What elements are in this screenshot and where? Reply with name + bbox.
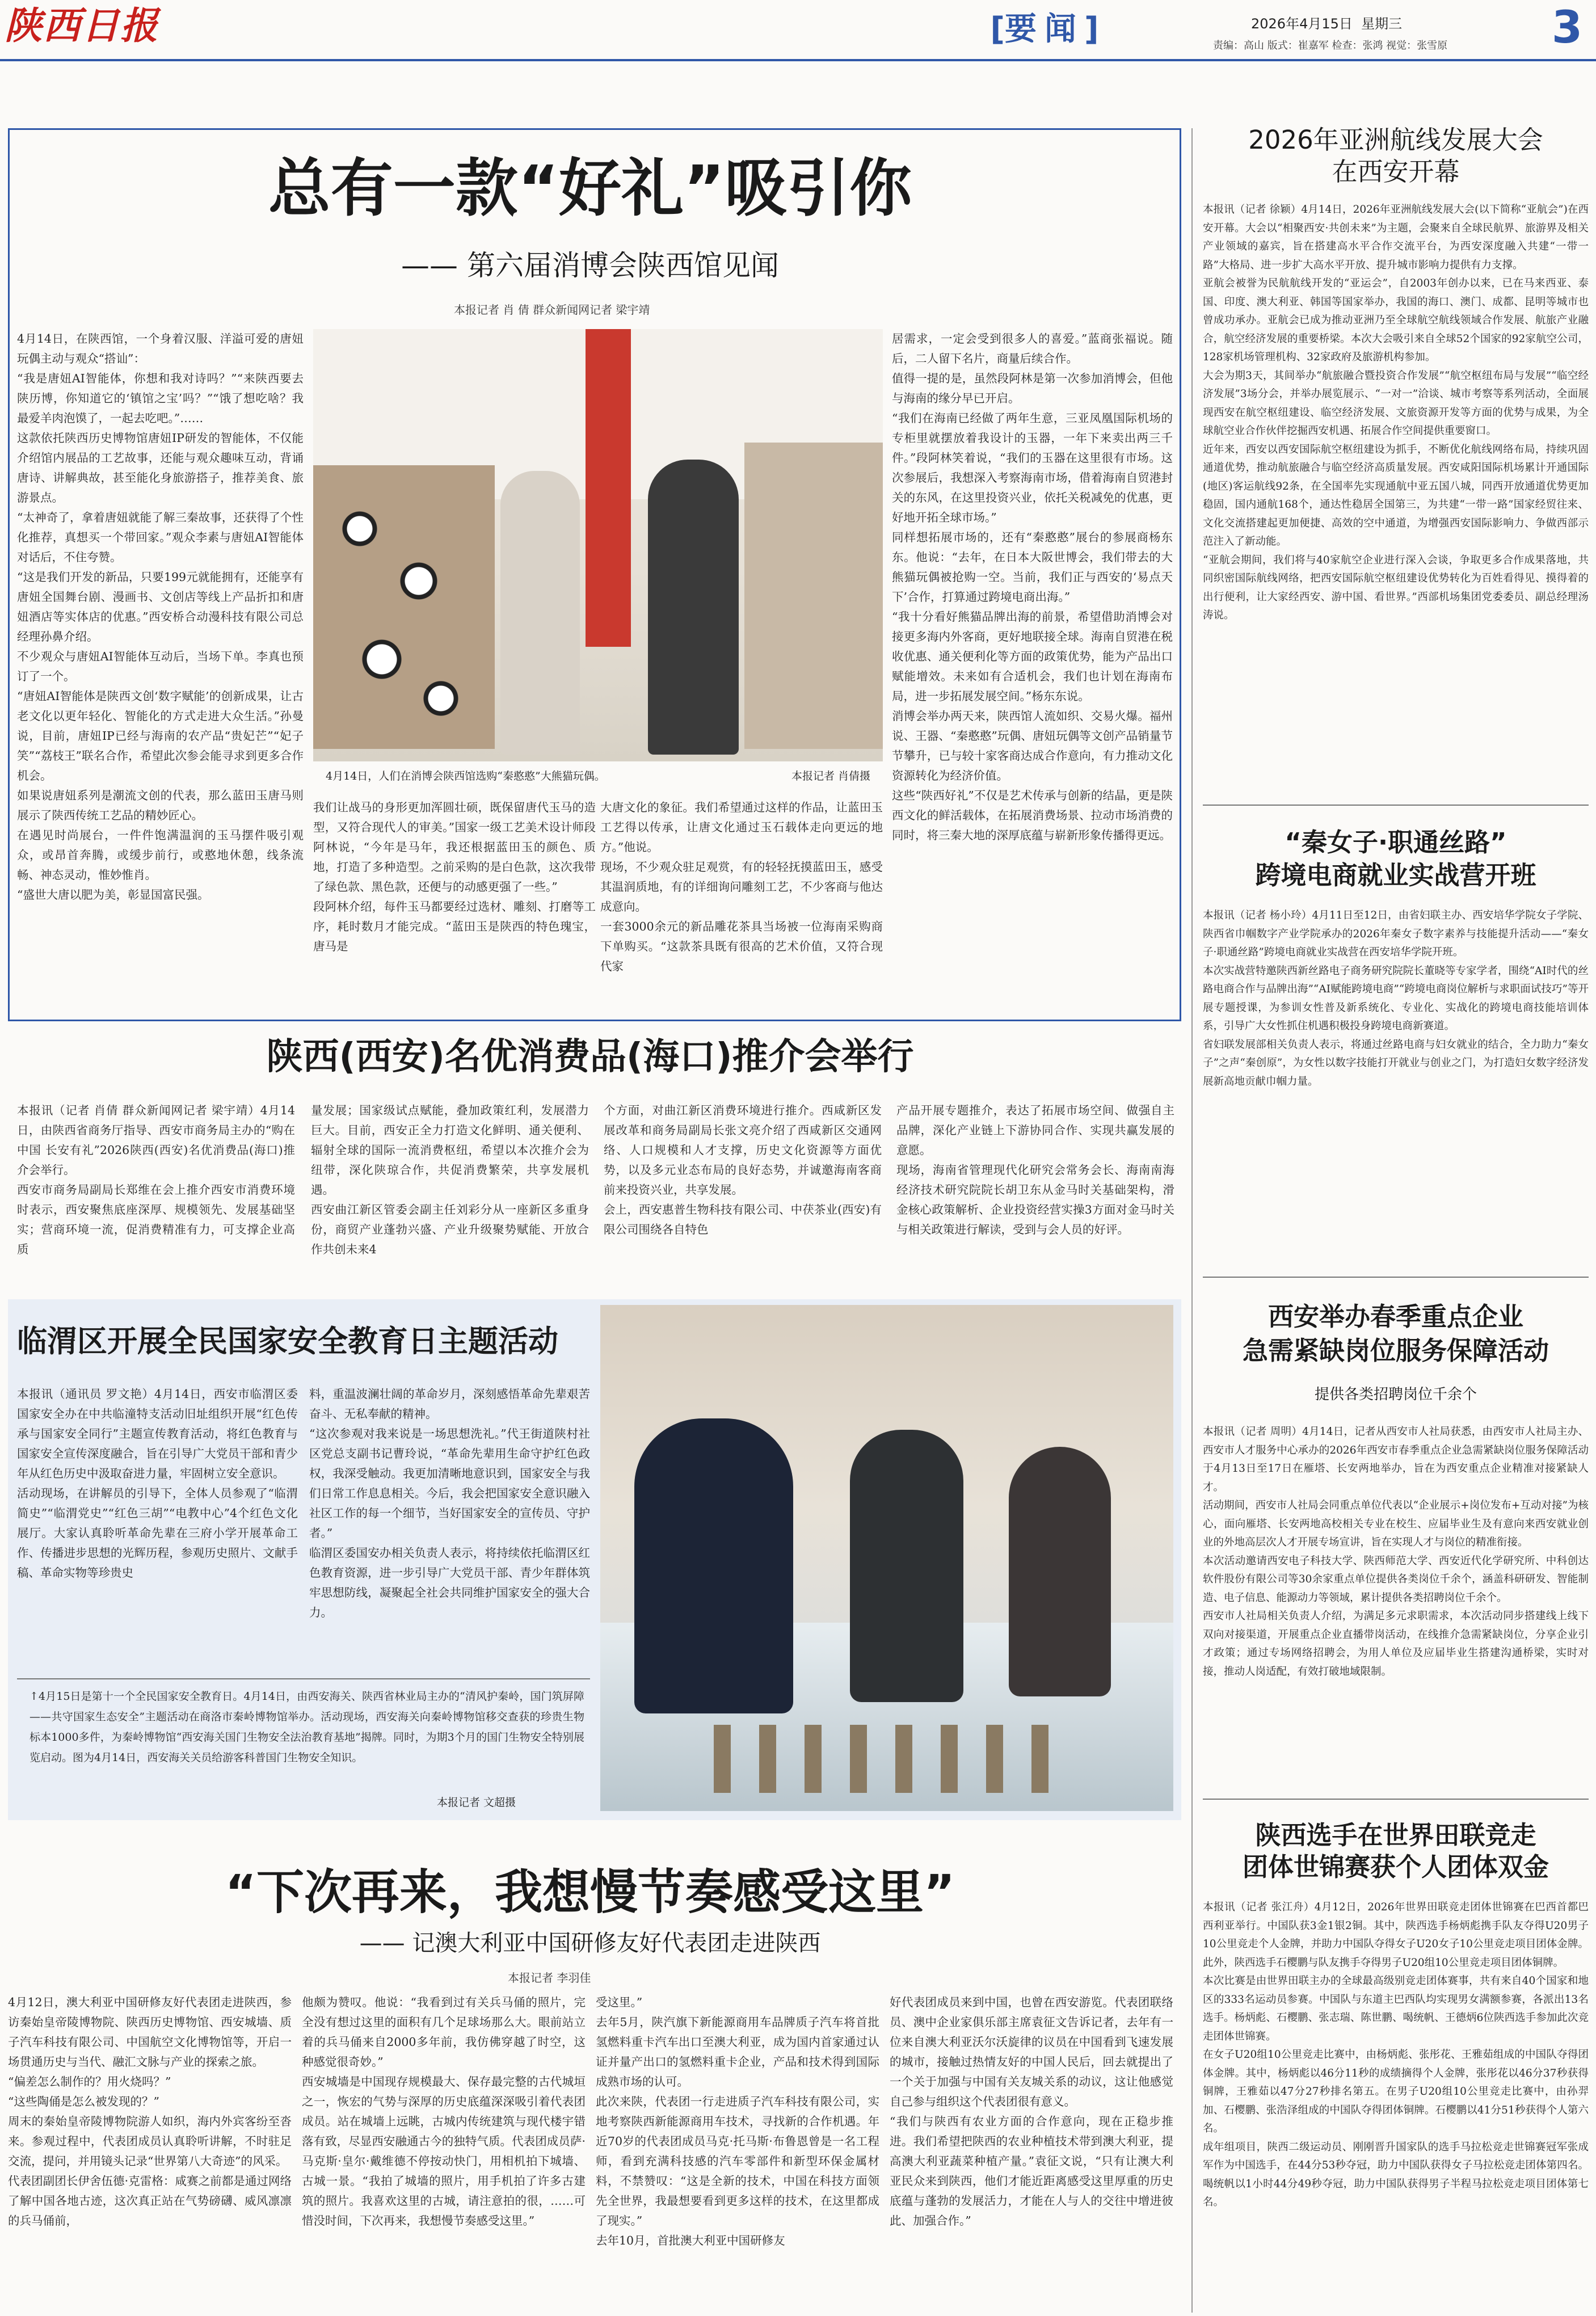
issue-date [1251,12,1402,32]
lead-col-bottom-2: 大唐文化的象征。我们希望通过这样的作品，让蓝田玉工艺得以传承，让唐文化通过玉石载体走向更远的地方。”他说。 现场，不少观众驻足观赏，有的轻轻抚摸蓝田玉，感受其温润质地，有的详细询问雕刻工艺，不少客商与他达成意向。 一套3000余元的新品雕花茶具当场被一位海南采购商下单购买。“这款茶具既有很高的艺术价值，又符合现代家 [600,801,883,973]
lead-col-right: 居需求，一定会受到很多人的喜爱。”蓝商张福说。随后，二人留下名片，商量后续合作。 值得一提的是，虽然段阿林是第一次参加消博会，但他与海南的缘分早已开启。 “我们在海南已经做了两年生意，三亚凤凰国际机场的专柜里就摆放着我设计的玉器，一年下来卖出两三千件。”段阿林笑着说，“我们的玉器在这里很有市场。这次参展后，我想深入考察海南市场，借着海南自贸港封关的东风，在这里投资兴业，依托关税减免的优惠，更好地开拓全球市场。” 同样想拓展市场的，还有“秦憨憨”展台的参展商杨东东。他说：“去年，在日本大阪世博会，我们带去的大熊猫玩偶被抢购一空。当前，我们正与西安的‘易点天下’合作，打算通过跨境电商出海。” “我十分看好熊猫品牌出海的前景，希望借助消博会对接更多海内外客商，更好地联接全球。海南自贸港在税收优惠、通关便利化等方面的政策优势，能为产品出口赋能增效。未来如有合适机会，我们也计划在海南布局，进一步拓展发展空间。”杨东东说。 消博会举办两天来，陕西馆人流如织、交易火爆。福州说、王器、“秦憨憨”玩偶、唐妞玩偶等文创产品销量节节攀升，已与较十家客商达成合作意向，有力推动文化资源转化为经济价值。 这些“陕西好礼”不仅是艺术传承与创新的结晶，更是陕西文化的鲜活载体，在拓展消费场景、拉动市场消费的同时，将三秦大地的深厚底蕴与崭新形象传播得更远。 [892,332,1173,842]
photo-caption-text: 4月14日，人们在消博会陕西馆选购“秦憨憨”大熊猫玩偶。 [326,770,605,782]
lead-col-left: 4月14日，在陕西馆，一个身着汉服、洋溢可爱的唐妞玩偶主动与观众“搭讪”： “我是唐妞AI智能体，你想和我对诗吗？”“来陕西要去陕历博，你知道它的‘镇馆之宝’吗？”“饿了想吃啥？我最爱羊肉泡馍了，一起去吃吧。”…… 这款依托陕西历史博物馆唐妞IP研发的智能体，不仅能介绍馆内展品的工艺故事，还能与观众趣味互动，背诵唐诗、讲解典故，甚至能化身旅游搭子，推荐美食、旅游景点。 “太神奇了，拿着唐妞就能了解三秦故事，还获得了个性化推荐，真想买一个带回家。”观众李素与唐妞AI智能体对话后，不住夸赞。 “这是我们开发的新品，只要199元就能拥有，还能享有唐妞全国舞台剧、漫画书、文创店等线上产品折扣和唐妞酒店等实体店的优惠。”西安桥合动漫科技有限公司总经理孙鼻介绍。 不少观众与唐妞AI智能体互动后，当场下单。李真也预订了一个。 “唐妞AI智能体是陕西文创‘数字赋能’的创新成果，让古老文化以更年轻化、智能化的方式走进大众生活。”孙曼说，目前，唐妞IP已经与海南的农产品“贵妃芒”“妃子笑”“荔枝王”联名合作，希望此次参会能寻求到更多合作机会。 如果说唐妞系列是潮流文创的代表，那么蓝田玉唐马则展示了陕西传统工艺品的精妙匠心。 在遇见时尚展台，一件件饱满温润的玉马摆件吸引观众，或昂首奔腾，或缓步前行，或憨地休憩，线条流畅、神态灵动，惟妙惟肖。 “盛世大唐以肥为美，彰显国富民强。 [17,332,304,902]
section-tag: [要闻] [990,11,1099,48]
lead-byline: 本报记者 肖 倩 群众新闻网记者 梁宇靖 [454,303,650,317]
linwei-col-1: 本报讯（通讯员 罗文艳）4月14日，西安市临渭区委国家安全办在中共临潼特支活动旧址组织开展“红色传承与国家安全同行”主题宣传教育活动，将红色教育与国家安全宣传深度融合，旨在引导广大党员干部和青少年从红色历史中汲取奋进力量，牢固树立安全意识。 活动现场，在讲解员的引导下，全体人员参观了“临渭简史”“临渭党史”“红色三胡”“电教中心”4个红色文化展厅。大家认真聆听革命先辈在三府小学开展革命工作、传播进步思想的光辉历程，参观历史照片、文献手稿、革命实物等珍贵史 [17,1387,298,1580]
right-a1-title-line1: 2026年亚洲航线发展大会 [1248,125,1543,155]
date-text: 2026年4月15日 [1251,16,1353,32]
aus-title: “下次再来，我想慢节奏感受这里” [225,1864,955,1920]
right-rule-1 [1203,805,1589,806]
linwei-title: 临渭区开展全民国家安全教育日主题活动 [17,1324,558,1359]
aus-byline: 本报记者 李羽佳 [508,1971,591,1985]
right-rule-3 [1203,1799,1589,1800]
linwei-col-2: 料，重温波澜壮阔的革命岁月，深刻感悟革命先辈艰苦奋斗、无私奉献的精神。 “这次参观对我来说是一场思想洗礼。”代王街道陕村社区党总支副书记曹玲说，“革命先辈用生命守护红色政权，我深受触动。我更加清晰地意识到，国家安全与我们日常工作息息相关。今后，我会把国家安全意识融入社区工作的每一个细节，当好国家安全的宣传员、守护者。” 临渭区委国安办相关负责人表示，将持续依托临渭区红色教育资源，进一步引导广大党员干部、青少年群体筑牢思想防线，凝聚起全社会共同维护国家安全的强大合力。 [309,1387,590,1619]
linwei-credit: 本报记者 文超摄 [437,1796,516,1809]
photo-person-left [500,471,580,755]
page-number: 3 [1551,2,1583,53]
photo-shelf-right [744,443,883,749]
promo-title: 陕西(西安)名优消费品(海口)推介会举行 [266,1036,914,1078]
weekday-text: 星期三 [1361,16,1403,32]
photo-officer [634,1418,793,1713]
right-a1-body: 本报讯（记者 徐颖）4月14日，2026年亚洲航线发展大会(以下简称“亚航会”)在西安开幕。大会以“相聚西安·共创未来”为主题，会聚来自全球民航界、旅游界及相关产业领域的嘉宾，旨在搭建高水平合作交流平台，为西安深度融入共建“一带一路”大格局、进一步扩大高水平开放、提升城市影响力提供有力支撑。 亚航会被誉为民航航线开发的“亚运会”，自2003年创办以来，已在马来西亚、泰国、印度、澳大利亚、韩国等国家举办，我国的海口、澳门、成都、昆明等城市也曾成功承办。亚航会已成为推动亚洲乃至全球航空航线领域合作发展、航旅产业融合，航空经济发展的重要桥梁。本次大会吸引来自全球52个国家的92家航空公司，128家机场管理机构、32家政府及旅游机构参加。 大会为期3天，其间举办“航旅融合暨投资合作发展”“航空枢纽布局与发展”“临空经济发展”3场分会，并举办展览展示、“一对一”洽谈、城市考察等系列活动，全面展现西安在航空枢纽建设、临空经济发展、文旅资源开发等方面的优势与成果，为全球航空业合作伙伴挖掘西安机遇、拓展合作空间提供重要窗口。 近年来，西安以西安国际航空枢纽建设为抓手，不断优化航线网络布局，持续巩固通道优势，推动航旅融合与临空经济高质量发展。西安咸阳国际机场累计开通国际(地区)客运航线92条，在全国率先实现通航中亚五国八城，同西开放通道优势更加稳固，国内通航168个，通达性稳居全国第三，为共建“一带一路”国家经贸往来、文化交流搭建起更加便捷、高效的空中通道，为增强西安国际影响力、争做西部示范注入了新动能。 “亚航会期间，我们将与40家航空企业进行深入会谈，争取更多合作成果落地，共同织密国际航线网络，把西安国际航空枢纽建设优势转化为百姓看得见、摸得着的出行便利，让大家经西安、游中国、看世界。”西部机场集团党委委员、副总经理汤涛说。 [1203,204,1589,621]
masthead-logo: 陕西日报 [5,3,159,48]
right-a1-title-line2: 在西安开幕 [1332,157,1460,187]
section-name: 要闻 [1005,11,1084,48]
promo-col-3: 个方面，对曲江新区消费环境进行推介。西咸新区发展改革和商务局副局长张文亮介绍了西咸新区交通网络、人口规模和人才支撑，历史文化资源等方面优势，以及多元业态布局的良好态势，并诚邀海南客商前来投资兴业，共享发展。 会上，西安惠普生物科技有限公司、中茯茶业(西安)有限公司围绕各自特色 [604,1104,882,1236]
photo-credit-text: 本报记者 肖倩摄 [791,770,870,782]
linwei-divider [17,1678,590,1679]
aus-col-4: 好代表团成员来到中国，也曾在西安游览。代表团联络员、澳中企业家俱乐部主席袁征文告诉记者，去年有一位来自澳大利亚沃尔沃旋律的议员在中国看到飞速发展的城市，接触过热情友好的中国人民后，回去就提出了一个关于加强与中国有关友城关系的动议，这让他感觉自己参与组织这个代表团很有意义。 “我们与陕西有农业方面的合作意向，现在正稳步推进。我们希望把陕西的农业种植技术带到澳大利亚，提高澳大利亚蔬菜种植产量。”袁征文说，“只有让澳大利亚民众来到陕西，他们才能近距离感受这里厚重的历史底蕴与蓬勃的发展活力，才能在人与人的交往中增进彼此、加强合作。” [890,1995,1173,2227]
right-a3-subtitle: 提供各类招聘岗位千余个 [1314,1386,1477,1403]
lead-photo-caption [326,768,870,783]
lead-subtitle: —— 第六届消博会陕西馆见闻 [401,249,779,282]
right-rule-2 [1203,1277,1589,1278]
lead-photo [313,329,883,761]
promo-col-2: 量发展；国家级试点赋能，叠加政策红利，发展潜力巨大。目前，西安正全力打造文化鲜明、通关便利、辐射全球的国际一流消费枢纽，希望以本次推介会为纽带，深化陕琼合作，共促消费繁荣，共享发展机遇。 西安曲江新区管委会副主任刘彩分从一座新区多重身份，商贸产业蓬勃兴盛、产业升级聚势赋能、开放合作共创未来4 [311,1104,589,1256]
right-a4-title-line1: 陕西选手在世界田联竞走 [1255,1820,1536,1850]
masthead-rule [0,59,1596,61]
right-a4-title-line2: 团体世锦赛获个人团体双金 [1242,1852,1549,1882]
photo-visitor-woman [1009,1447,1111,1696]
photo-specimens [714,1725,1054,1793]
right-a2-body: 本报讯（记者 杨小玲）4月11日至12日，由省妇联主办、西安培华学院女子学院、陕西省巾帼数字产业学院承办的2026年秦女子数字素养与技能提升活动——“秦女子·职通丝路”跨境电商就业实战营在西安培华学院开班。 本次实战营特邀陕西新丝路电子商务研究院院长董晓等专家学者，围绕“AI时代的丝路电商合作与品牌出海”“AI赋能跨境电商”“跨境电商岗位解析与求职面试技巧”等开展专题授课，为参训女性普及新系统化、专业化、实战化的跨境电商技能培训体系，引导广大女性抓住机遇积极投身跨境电商新赛道。 省妇联发展部相关负责人表示，将通过丝路电商与妇女就业的结合，全力助力“秦女子”之声“秦创原”，为女性以数字技能打开就业与创业之门，为打造妇女数字经济发展新高地贡献巾帼力量。 [1203,909,1589,1088]
aus-col-3: 受这里。” 去年5月，陕汽旗下新能源商用车品牌质子汽车将首批氢燃料重卡汽车出口至澳大利亚，成为国内首家通过认证并量产出口的氢燃料重卡企业，产品和技术得到国际成熟市场的认可。 此次来陕，代表团一行走进质子汽车科技有限公司，实地考察陕西新能源商用车技术，寻找新的合作机遇。年近70岁的代表团成员马克·托马斯·布鲁恩曾是一名工程师，看到充满科技感的汽车零部件和新型环保金属材料，不禁赞叹：“这是全新的技术，中国在科技方面领先全世界，我最想要看到更多这样的技术，在这里都成了现实。” 去年10月，首批澳大利亚中国研修友 [596,1995,879,2247]
linwei-caption: ↑4月15日是第十一个全民国家安全教育日。4月14日，由西安海关、陕西省林业局主办的“清风护秦岭，国门筑屏障——共守国家生态安全”主题活动在商洛市秦岭博物馆举办。活动现场，西安海关向秦岭博物馆移交查获的珍贵生物标本1000多件，为秦岭博物馆“西安海关国门生物安全法治教育基地”揭牌。同时，为期3个月的国门生物安全特别展览启动。图为4月14日，西安海关关员给游客科普国门生物安全知识。 [30,1690,584,1764]
aus-subtitle: —— 记澳大利亚中国研修友好代表团走进陕西 [359,1930,821,1956]
lead-col-bottom-1: 我们让战马的身形更加浑圆壮硕，既保留唐代玉马的造型，又符合现代人的审美。”国家一级工艺美术设计师段阿林说，“今年是马年，我还根据蓝田玉的颜色、质地，打造了多种造型。之前采购的是白色款，这次我带了绿色款、黑色款，还便与的动感更强了一些。” 段阿林介绍，每件玉马都要经过选材、雕刻、打磨等工序，耗时数月才能完成。“蓝田玉是陕西的特色瑰宝，唐马是 [313,801,596,953]
photo-red-column [586,329,631,647]
right-a3-title-line2: 急需紧缺岗位服务保障活动 [1242,1336,1549,1366]
lead-title: 总有一款“好礼”吸引你 [268,152,912,225]
photo-panda-toys [330,477,478,738]
right-a2-title-line1: “秦女子·职通丝路” [1285,827,1507,857]
right-a4-body: 本报讯（记者 张江舟）4月12日，2026年世界田联竞走团体世锦赛在巴西首都巴西利亚举行。中国队获3金1银2铜。其中，陕西选手杨炳彪携手队友夺得U20男子10公里竞走个人金牌，并助力中国队夺得女子U20女子10公里竞走项目团体金牌。此外，陕西选手石樱鹏与队友携手夺得男子U20组10公里竞走项目团体铜牌。 本次比赛是由世界田联主办的全球最高级别竞走团体赛事，共有来自40个国家和地区的333名运动员参赛。中国队与东道主巴西队均实现男女满额参赛，各派出13名选手。杨炳彪、石樱鹏、张志瑞、陈世鹏、喝统帆、王德炳6位陕西选手参加此次竞走团体世锦赛。 在女子U20组10公里竞走比赛中，由杨炳彪、张彤花、王雅茹组成的中国队夺得团体金牌。其中，杨炳彪以46分11秒的成绩摘得个人金牌，张彤花以46分37秒获得铜牌，王雅茹以47分27秒排名第五。在男子U20组10公里竞走比赛中，由孙羿加、石樱鹏、张浩泽组成的中国队夺得团体铜牌。石樱鹏以41分51秒获得个人第六名。 成年组项目，陕西二级运动员、刚刚晋升国家队的选手马拉松竞走世锦赛冠军张成军作为中国选手，在44分53秒夺冠，助力中国队获得女子马拉松竞走团体第四名。喝统帆以1小时44分49秒夺冠，助力中国队获得男子半程马拉松竞走项目团体第七名。 [1203,1901,1589,2208]
right-a3-title-line1: 西安举办春季重点企业 [1267,1302,1523,1332]
right-a3-body: 本报讯（记者 周明）4月14日，记者从西安市人社局获悉，由西安市人社局主办、西安市人才服务中心承办的2026年西安市春季重点企业急需紧缺岗位服务保障活动于4月13日至17日在雁塔、长安两地举办，旨在为西安重点企业精准对接紧缺人才。 活动期间，西安市人社局会同重点单位代表以“企业展示+岗位发布+互动对接”为核心，面向雁塔、长安两地高校相关专业在校生、应届毕业生及有意向来西安就业创业的外地高层次人才开展专场宣讲，旨在实现人才与岗位的精准衔接。 本次活动邀请西安电子科技大学、陕西师范大学、西安近代化学研究所、中科创达软件股份有限公司等30余家重点单位提供各类岗位千余个，涵盖科研研发、智能制造、电子信息、能源动力等领域，累计提供各类招聘岗位千余个。 西安市人社局相关负责人介绍，为满足多元求职需求，本次活动同步搭建线上线下双向对接渠道，开展重点企业直播带岗活动，在线推介急需紧缺岗位，分享企业引才政策；通过专场网络招聘会，为用人单位及应届毕业生搭建沟通桥梁，实时对接，推动人岗适配，有效打破地域限制。 [1203,1426,1589,1678]
sidebar-divider [1191,128,1193,2313]
right-a2-title-line2: 跨境电商就业实战营开班 [1255,860,1536,890]
editor-credits: 责编：高山 版式：崔嘉军 检查：张鸿 视觉：张雪原 [1213,40,1448,52]
photo-visitor-man [850,1430,963,1702]
promo-col-4: 产品开展专题推介，表达了拓展市场空间、做强自主品牌，深化产业链上下游协同合作、实现共赢发展的意愿。 现场，海南省管理现代化研究会常务会长、海南南海经济技术研究院院长胡卫东从金马时关基础架构，滑金核心政策解析、企业投资经营实操3方面对金马时关与相关政策进行解读，受到与会人员的好评。 [896,1104,1174,1236]
aus-col-1: 4月12日，澳大利亚中国研修友好代表团走进陕西，参访秦始皇帝陵博物院、陕西历史博物馆、西安城墙、质子汽车科技有限公司、中国航空文化博物馆等，开启一场贯通历史与当代、融汇文脉与产业的探索之旅。 “偏差怎么制作的？用火烧吗？” “这些陶俑是怎么被发现的？” 周末的秦始皇帝陵博物院游人如织，海内外宾客纷至沓来。参观过程中，代表团成员认真聆听讲解，不时驻足交流，提问，并用镜头记录“世界第八大奇迹”的风采。 代表团副团长伊舍伍德·克雷格：咸赛之前都是通过网络了解中国各地古迹，这次真正站在气势磅礴、威风凛凛的兵马俑前， [8,1995,292,2227]
linwei-photo [600,1305,1173,1811]
photo-person-center [648,460,739,755]
aus-col-2: 他颇为赞叹。他说：“我看到过有关兵马俑的照片，完全没有想过这里的面积有几个足球场那么大。眼前站立着的兵马俑来自2000多年前，我仿佛穿越了时空，这种感觉很奇妙。” 西安城墙是中国现存规模最大、保存最完整的古代城垣之一，恢宏的气势与深厚的历史底蕴深深吸引着代表团成员。站在城墙上远眺，古城内传统建筑与现代楼宇错落有致，尽显西安融通古今的独特气质。代表团成员萨·马克斯·皇尔·戴维德不停按动快门，用相机拍下城墙、古城一景。“我拍了城墙的照片，用手机拍了许多古建筑的照片。我喜欢这里的古城，请注意拍的很，……可惜没时间，下次再来，我想慢节奏感受这里。” [302,1995,586,2227]
promo-col-1: 本报讯（记者 肖倩 群众新闻网记者 梁宇靖）4月14日，由陕西省商务厅指导、西安市商务局主办的“购在中国 长安有礼”2026陕西(西安)名优消费品(海口)推介会举行。 西安市商务局副局长郑维在会上推介西安市消费环境时表示，西安聚焦底座深厚、规模领先、发展基础坚实；营商环境一流，促消费精准有力，可支撑企业高质 [17,1104,295,1256]
